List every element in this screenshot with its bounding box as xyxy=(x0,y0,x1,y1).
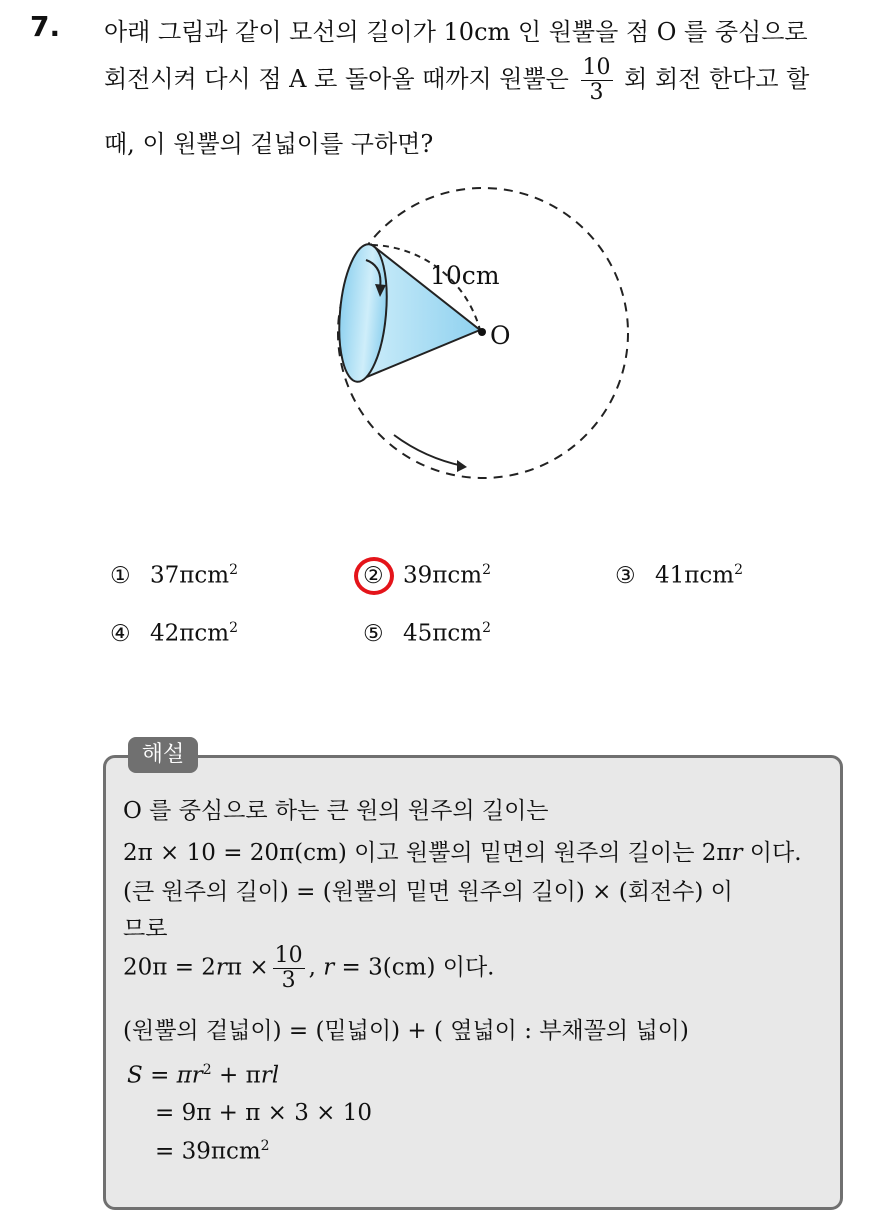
question-line-2-start: 회전시켜 다시 점 A 로 돌아올 때까지 원뿔은 xyxy=(104,65,569,94)
choice-exponent: 2 xyxy=(482,562,491,578)
choice-value: 37πcm xyxy=(150,562,230,589)
solution-line-9 xyxy=(155,1138,270,1165)
center-point xyxy=(478,328,486,336)
solution-text: = 3(cm) 이다. xyxy=(334,954,495,981)
var-r: r xyxy=(215,954,227,981)
choice-value: 41πcm xyxy=(655,562,735,589)
solution-text: + π xyxy=(211,1062,261,1089)
var-r: r xyxy=(323,954,335,981)
question-line-3: 때, 이 원뿔의 겉넓이를 구하면? xyxy=(104,130,434,158)
question-line-1: 아래 그림과 같이 모선의 길이가 10cm 인 원뿔을 점 O 를 중심으로 xyxy=(104,18,808,46)
choice-5[interactable] xyxy=(363,620,491,647)
solution-text: 2π × 10 = 20π(cm) 이고 원뿔의 밑면의 원주의 길이는 2π xyxy=(123,840,732,866)
question-number: 7. xyxy=(30,10,61,43)
direction-arrow-icon xyxy=(394,435,463,466)
solution-line-7 xyxy=(127,1062,279,1089)
solution-tag: 해설 xyxy=(128,737,198,773)
choice-mark: ④ xyxy=(110,620,131,647)
cone-rotation-figure xyxy=(290,180,640,490)
choice-3[interactable] xyxy=(615,562,743,589)
choice-1[interactable] xyxy=(110,562,238,589)
question-line-2 xyxy=(104,56,809,105)
choice-exponent: 2 xyxy=(229,620,238,636)
var-r: r xyxy=(191,1062,203,1089)
direction-arrow-head-icon xyxy=(457,460,467,472)
solution-text: π × xyxy=(226,954,269,981)
exponent: 2 xyxy=(260,1138,270,1154)
choice-exponent: 2 xyxy=(229,562,238,578)
solution-line-5 xyxy=(123,944,494,993)
solution-text: = 39πcm xyxy=(155,1138,261,1165)
fraction-denominator: 3 xyxy=(281,968,296,994)
solution-line-4: 므로 xyxy=(123,916,168,942)
fraction-denominator: 3 xyxy=(589,80,604,106)
solution-line-1: O 를 중심으로 하는 큰 원의 원주의 길이는 xyxy=(123,798,549,824)
choice-4[interactable] xyxy=(110,620,238,647)
fraction-numerator: 10 xyxy=(274,943,303,968)
choice-value: 39πcm xyxy=(403,562,483,589)
solution-text: S = π xyxy=(127,1062,192,1089)
rotation-fraction xyxy=(581,56,613,105)
length-label: 10cm xyxy=(430,261,500,290)
var-r: r xyxy=(731,840,743,866)
exponent: 2 xyxy=(202,1062,212,1078)
choice-mark: ⑤ xyxy=(363,620,384,647)
choice-value: 45πcm xyxy=(403,620,483,647)
choice-exponent: 2 xyxy=(734,562,743,578)
choice-2[interactable] xyxy=(363,562,491,589)
solution-line-3: (큰 원주의 길이) = (원뿔의 밑면 원주의 길이) × (회전수) 이 xyxy=(123,879,733,905)
center-label: O xyxy=(490,321,511,350)
choice-mark: ③ xyxy=(615,562,636,589)
choice-exponent: 2 xyxy=(482,620,491,636)
solution-text: 이다. xyxy=(742,840,802,866)
solution-line-6: (원뿔의 겉넓이) = (밑넓이) + ( 옆넓이 : 부채꼴의 넓이) xyxy=(123,1018,689,1044)
choice-mark: ② xyxy=(363,562,384,589)
solution-fraction xyxy=(273,944,305,993)
fraction-numerator: 10 xyxy=(582,55,611,80)
choice-mark: ① xyxy=(110,562,131,589)
solution-text: 20π = 2 xyxy=(123,954,216,981)
solution-line-8: = 9π + π × 3 × 10 xyxy=(155,1100,373,1126)
choice-value: 42πcm xyxy=(150,620,230,647)
solution-text: , xyxy=(308,954,324,981)
var-rl: rl xyxy=(260,1062,280,1089)
question-line-2-end: 회 회전 한다고 할 xyxy=(624,65,810,94)
solution-line-2 xyxy=(123,834,802,867)
